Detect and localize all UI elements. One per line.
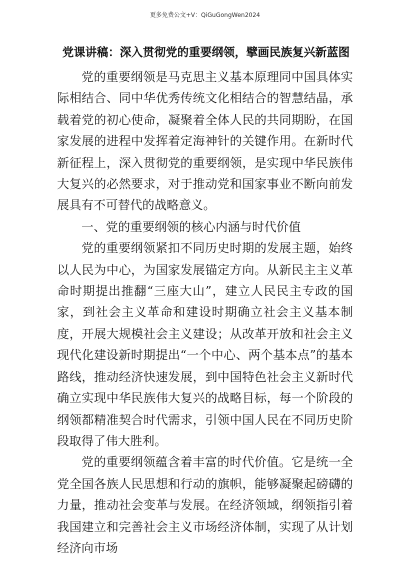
- header-note: 更多免费公文+V：QiGuGongWen2024: [149, 12, 261, 19]
- body-paragraph: 党的重要纲领是马克思主义基本原理同中国具体实际相结合、同中华优秀传统文化相结合的智慧结晶，承载着党的初心使命，凝聚着全体人民的共同期盼，在国家发展的进程中发挥着定海神针的关键作用。在新时代新征程上，深入贯彻党的重要纲领，是实现中华民族伟大复兴的必然要求，对于推动党和国家事业不断向前发展具有不可替代的战略意义。: [57, 70, 353, 213]
- document-title: 党课讲稿：深入贯彻党的重要纲领，擘画民族复兴新蓝图: [62, 45, 350, 59]
- section-heading: 一、党的重要纲领的核心内涵与时代价值: [81, 219, 301, 234]
- document-body: [57, 67, 353, 559]
- body-paragraph: 党的重要纲领紧扣不同历史时期的发展主题，始终以人民为中心，为国家发展锚定方向。从新民主主义革命时期提出推翻“三座大山”，建立人民民主专政的国家，到社会主义革命和建设时期确立社会主义基本制度，开展大规模社会主义建设；从改革开放和社会主义现代化建设新时期提出“一个中心、两个基本点”的基本路线，推动经济快速发展，到中国特色社会主义新时代确立实现中华民族伟大复兴的战略目标，每一个阶段的纲领都精准契合时代需求，引领中国人民在不同历史阶段取得了伟大胜利。: [57, 241, 353, 448]
- body-paragraph: 党的重要纲领蕴含着丰富的时代价值。它是统一全党全国各族人民思想和行动的旗帜，能够凝聚起磅礴的力量，推动社会变革与发展。在经济领域，纲领指引着我国建立和完善社会主义市场经济体制，实现了从计划经济向市场: [57, 455, 353, 555]
